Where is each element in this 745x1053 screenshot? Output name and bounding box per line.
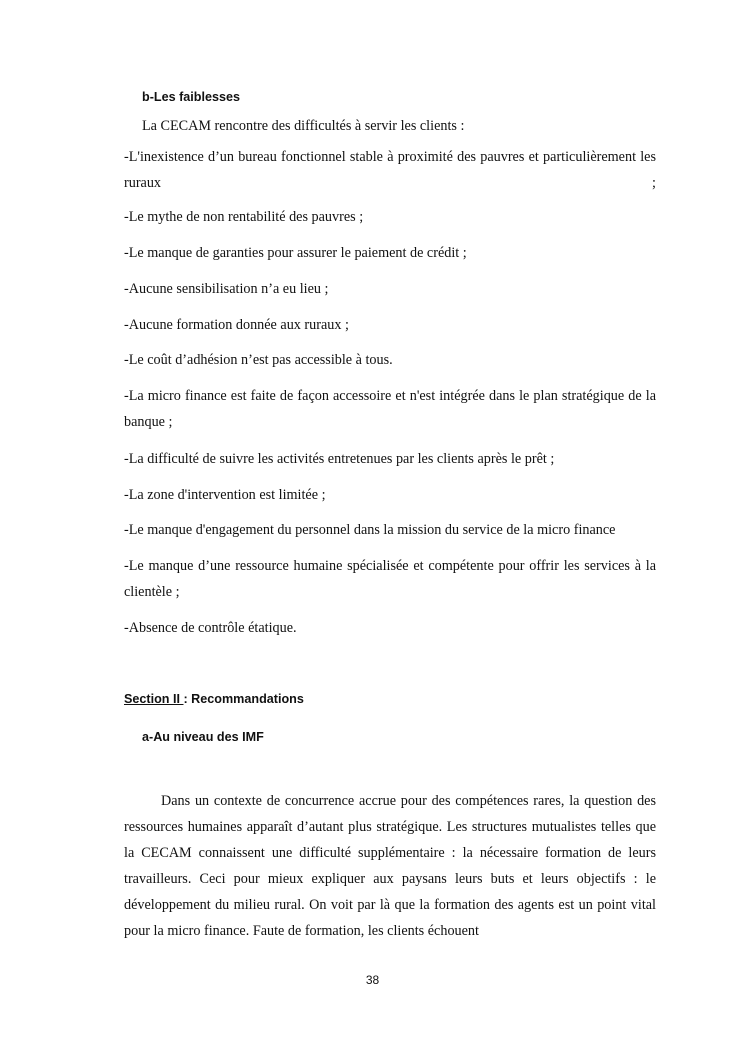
list-item: -Le coût d’adhésion n’est pas accessible à tous. bbox=[124, 352, 393, 368]
list-item: -La difficulté de suivre les activités entretenues par les clients après le prêt ; bbox=[124, 451, 555, 467]
list-item: -Absence de contrôle étatique. bbox=[124, 620, 297, 636]
list-item: -Le mythe de non rentabilité des pauvres ; bbox=[124, 209, 364, 225]
list-item: -Le manque d'engagement du personnel dans la mission du service de la micro finance bbox=[124, 522, 616, 538]
page-number: 38 bbox=[365, 973, 380, 987]
body-paragraph: Dans un contexte de concurrence accrue pour des compétences rares, la question des ressources humaines apparaît d’autant plus stratégique. Les structures mutualistes telles que la CECAM connaissent une difficulté supplémentaire : la nécessaire formation de leurs travailleurs. Ceci pour mieux expliquer aux paysans leurs buts et leurs objectifs : le développement du milieu rural. On voit par là que la formation des agents est un point vital pour la micro finance. Faute de formation, les clients échouent bbox=[124, 793, 656, 939]
list-item: -L'inexistence d’un bureau fonctionnel stable à proximité des pauvres et particulièrement les ruraux ; bbox=[124, 149, 656, 191]
intro-sentence: La CECAM rencontre des difficultés à servir les clients : bbox=[142, 118, 465, 134]
list-item: -Aucune sensibilisation n’a eu lieu ; bbox=[124, 281, 329, 297]
subheading-imf: a-Au niveau des IMF bbox=[142, 730, 264, 744]
section-label: Section II bbox=[124, 692, 184, 706]
section-colon: : bbox=[183, 692, 188, 706]
list-item: -Le manque d’une ressource humaine spécialisée et compétente pour offrir les services à la clientèle ; bbox=[124, 558, 656, 600]
subheading-weaknesses: b-Les faiblesses bbox=[142, 90, 240, 104]
list-item: -Aucune formation donnée aux ruraux ; bbox=[124, 317, 349, 333]
section-title: Recommandations bbox=[187, 692, 304, 706]
list-item: -Le manque de garanties pour assurer le paiement de crédit ; bbox=[124, 245, 467, 261]
list-item: -La zone d'intervention est limitée ; bbox=[124, 487, 326, 503]
section-heading bbox=[124, 692, 304, 706]
list-item: -La micro finance est faite de façon accessoire et n'est intégrée dans le plan stratégique de la banque ; bbox=[124, 388, 656, 430]
